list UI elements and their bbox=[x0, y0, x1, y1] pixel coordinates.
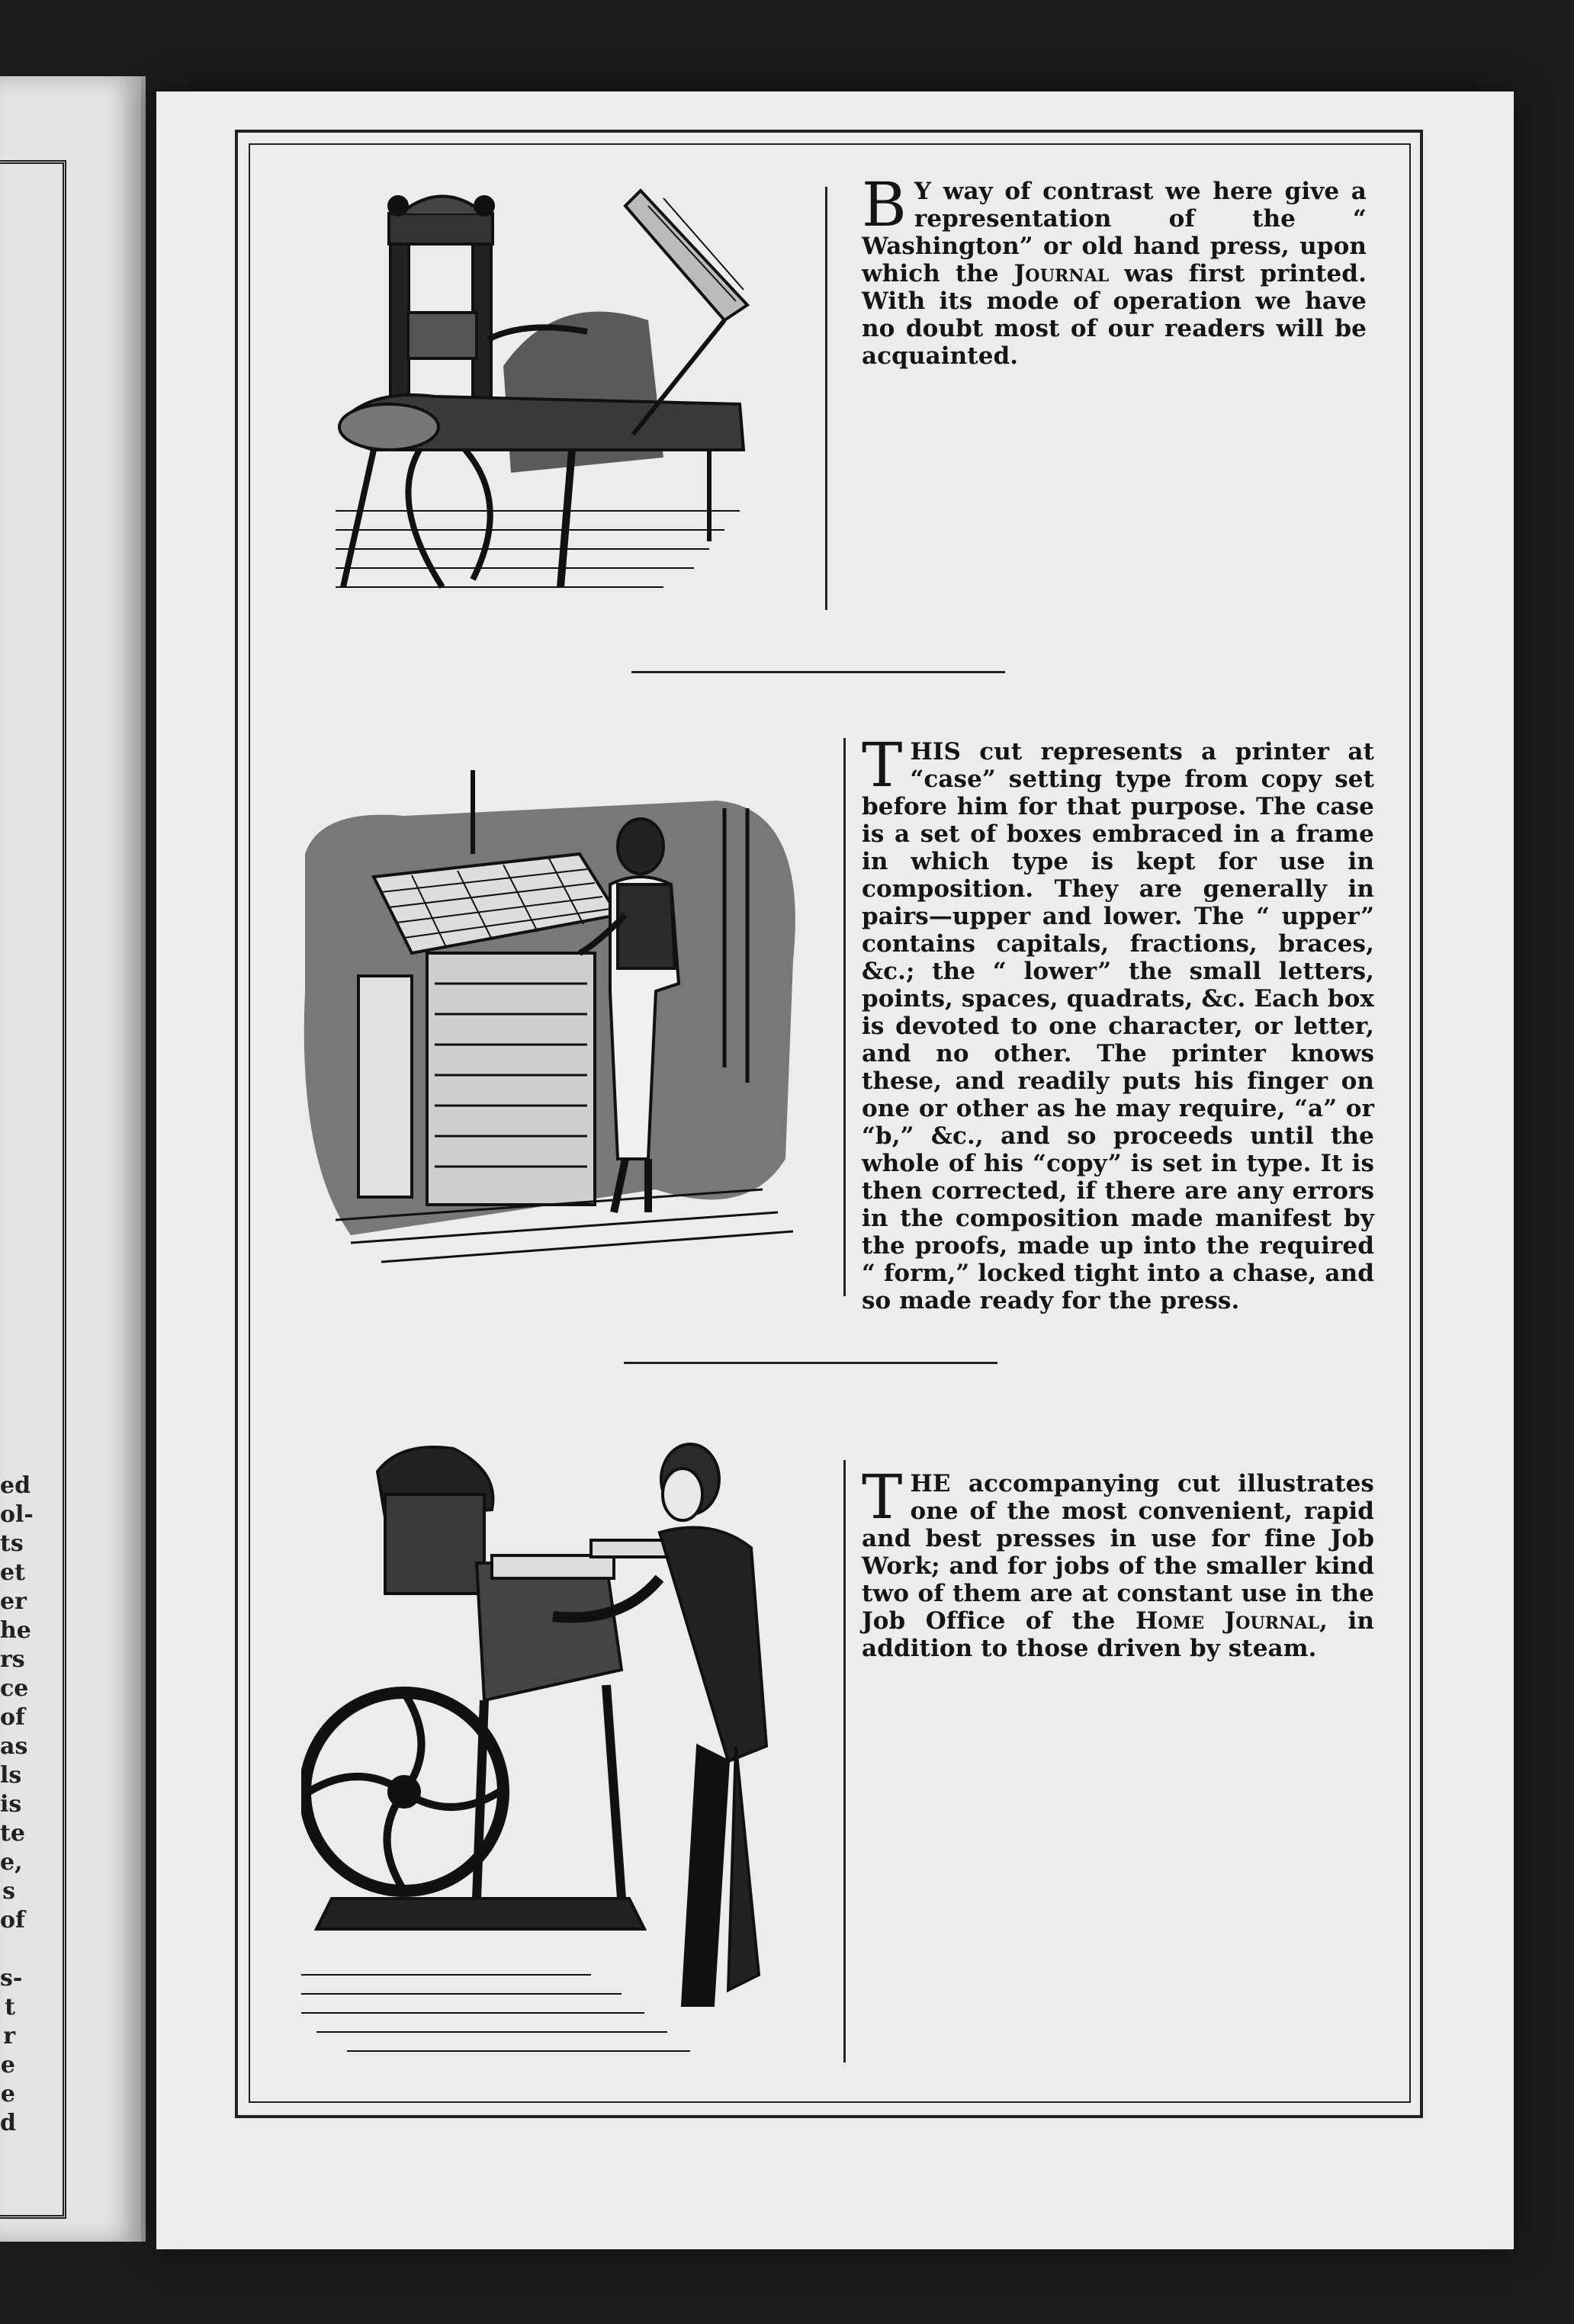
dropcap: T bbox=[862, 1462, 903, 1533]
adjacent-page-fragment: ed bbox=[0, 1472, 31, 1499]
adjacent-page-fragment: he bbox=[0, 1617, 31, 1644]
dropcap: B bbox=[862, 169, 907, 240]
printer-at-type-case-illustration bbox=[290, 762, 808, 1273]
adjacent-page-fragment: d bbox=[0, 2110, 16, 2136]
adjacent-page-text-fragments bbox=[0, 1472, 34, 2138]
adjacent-page-fragment: e, bbox=[0, 1849, 23, 1876]
dropcap: T bbox=[862, 730, 903, 801]
adjacent-page-fragment: of bbox=[0, 1704, 25, 1731]
adjacent-page-fragment: as bbox=[0, 1733, 28, 1760]
article-text: HIS cut represents a printer at “case” setting type from copy set before him for that purpose. The case is a set of boxes embraced in a frame in which type is kept for use in composition. They are generally in pairs—upper and lower. The “ upper” contains capitals, fractions, braces, &c.; the “ lower” the small letters, points, spaces, quadrats, &c. Each box is devoted to one character, or letter, and no other. The printer knows these, and readily puts his finger on one or other as he may require, “a” or “b,” &c., and so proceeds until the whole of his “copy” is set in type. It is then corrected, if there are any errors in the composition made manifest by the proofs, made up into the required “ form,” locked tight into a chase, and so made ready for the press. bbox=[862, 738, 1374, 1314]
adjacent-page-fragment: et bbox=[0, 1559, 25, 1586]
adjacent-page-fragment: ol- bbox=[0, 1501, 34, 1528]
column-divider-3 bbox=[843, 1460, 846, 2062]
column-divider-2 bbox=[843, 738, 846, 1296]
adjacent-page-fragment: s- bbox=[0, 1965, 23, 1992]
adjacent-page-fragment: r bbox=[3, 2023, 15, 2050]
adjacent-page-fragment: te bbox=[0, 1820, 25, 1847]
adjacent-page-fragment: of bbox=[0, 1907, 25, 1934]
adjacent-page-fragment: er bbox=[0, 1588, 27, 1615]
article-text: , in addition to those driven by steam. bbox=[862, 1607, 1374, 1662]
article-text: HE accompanying cut illustrates one of the most convenient, rapid and best presses in use for fine Job Work; and for jobs of the smaller kind two of them are at constant use in the Job Office of the bbox=[862, 1470, 1374, 1635]
job-press-operator-illustration bbox=[301, 1426, 805, 2074]
section-divider-1 bbox=[631, 671, 1005, 673]
adjacent-page-fragment bbox=[0, 1935, 15, 1964]
adjacent-page-fragment: ls bbox=[0, 1762, 22, 1789]
adjacent-page-fragment: t bbox=[5, 1994, 15, 2021]
section-divider-2 bbox=[624, 1362, 997, 1364]
article-text: Y way of contrast we here give a representation of the “ Washington” or old hand press, upon which the bbox=[862, 178, 1367, 287]
adjacent-page-fragment: ce bbox=[0, 1675, 29, 1702]
article-text-smallcaps: Home Journal bbox=[1136, 1607, 1320, 1635]
adjacent-page-fragment: e bbox=[0, 2052, 15, 2078]
article-type-case bbox=[862, 730, 1374, 1314]
article-text-smallcaps: Journal bbox=[1013, 260, 1110, 287]
adjacent-page-fragment: rs bbox=[0, 1646, 25, 1673]
article-text: was first printed. With its mode of operation we have no doubt most of our readers will be acquainted. bbox=[862, 260, 1367, 370]
adjacent-page-fragment: e bbox=[0, 2081, 15, 2107]
column-divider-1 bbox=[825, 187, 827, 610]
adjacent-page-fragment: is bbox=[0, 1791, 22, 1818]
adjacent-page bbox=[0, 76, 146, 2242]
article-job-press bbox=[862, 1462, 1374, 1662]
adjacent-page-fragment: ts bbox=[0, 1530, 24, 1557]
washington-hand-press-illustration bbox=[328, 183, 770, 610]
article-washington-press bbox=[862, 169, 1367, 370]
adjacent-page-fragment: s bbox=[2, 1878, 15, 1905]
